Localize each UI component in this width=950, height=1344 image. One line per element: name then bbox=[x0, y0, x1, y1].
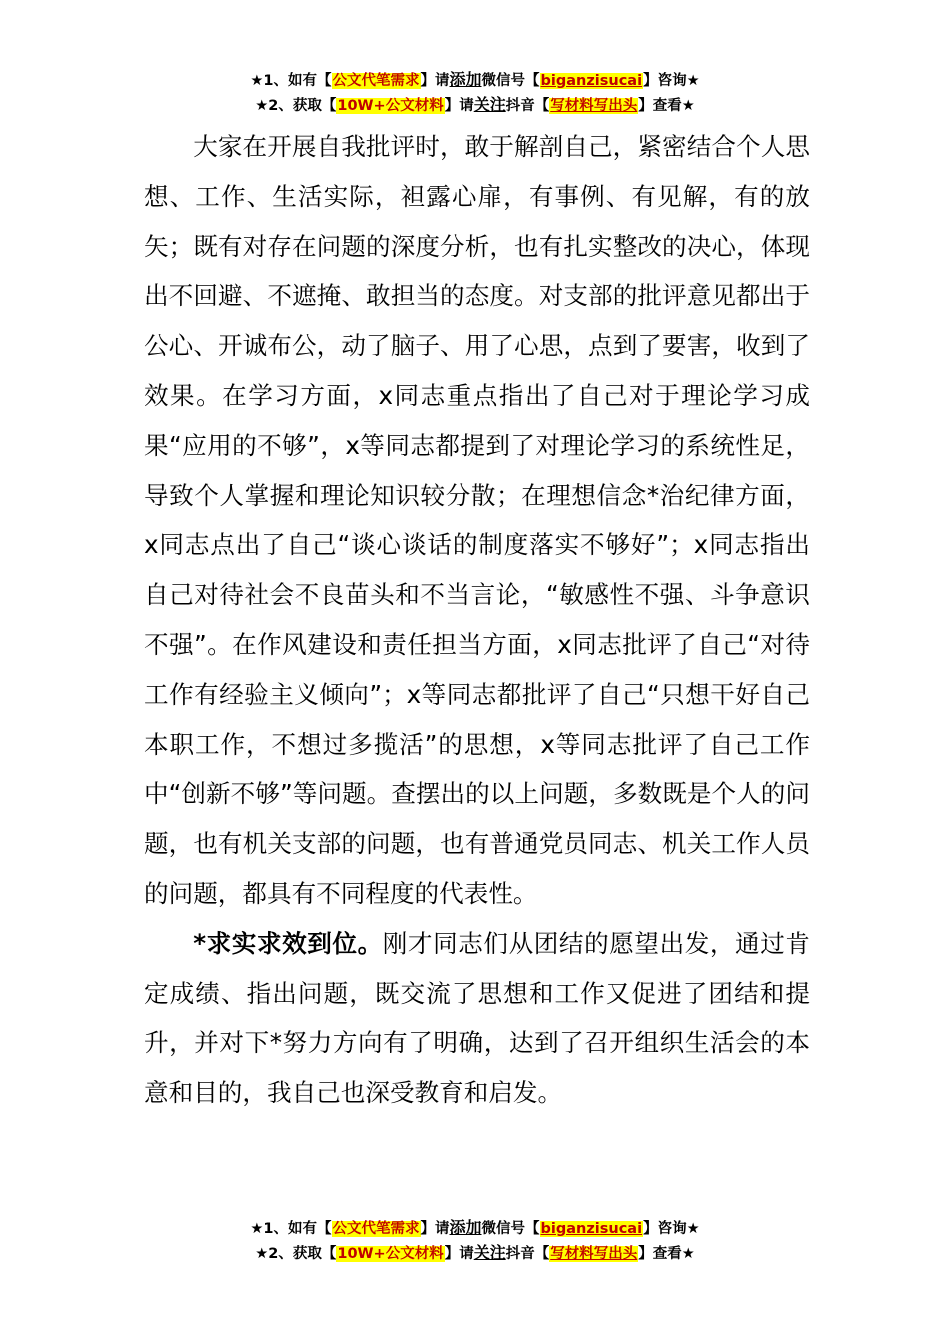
douyin-id-link[interactable]: 写材料写出头 bbox=[550, 1246, 638, 1262]
banner-line2-prefix: ★2、获取【 bbox=[255, 1246, 337, 1262]
paragraph-results-text: 刚才同志们从团结的愿望出发，通过肯定成绩、指出问题，既交流了思想和工作又促进了团结和提升，并对下*努力方向有了明确，达到了召开组织生活会的本意和目的，我自己也深受教育和启发。 bbox=[144, 928, 810, 1108]
paragraph-results bbox=[144, 919, 810, 1118]
wechat-id-link[interactable]: biganzisucai bbox=[540, 1221, 643, 1237]
wechat-id-link[interactable]: biganzisucai bbox=[540, 73, 643, 89]
service-highlight: 公文代笔需求 bbox=[332, 73, 420, 89]
service-highlight: 公文代笔需求 bbox=[332, 1221, 420, 1237]
banner-text: 】请 bbox=[420, 73, 450, 89]
add-emphasis: 添加 bbox=[449, 1218, 482, 1237]
offer-highlight: 10W+公文材料 bbox=[337, 98, 444, 114]
banner-line-2 bbox=[0, 1241, 950, 1266]
banner-line-1 bbox=[0, 1216, 950, 1241]
banner-text: 】查看★ bbox=[638, 1246, 695, 1262]
offer-highlight: 10W+公文材料 bbox=[337, 1246, 444, 1262]
banner-text: 】咨询★ bbox=[643, 1221, 700, 1237]
banner-text: 抖音【 bbox=[505, 1246, 550, 1262]
banner-text: 抖音【 bbox=[505, 98, 550, 114]
banner-text: 】查看★ bbox=[638, 98, 695, 114]
follow-emphasis: 关注 bbox=[473, 1243, 506, 1262]
banner-line1-prefix: ★1、如有【 bbox=[250, 73, 332, 89]
douyin-id-link[interactable]: 写材料写出头 bbox=[550, 98, 638, 114]
banner-text: 微信号【 bbox=[481, 1221, 540, 1237]
follow-emphasis: 关注 bbox=[473, 95, 506, 114]
paragraph-self-criticism: 大家在开展自我批评时，敢于解剖自己，紧密结合个人思想、工作、生活实际，袒露心扉，有事例、有见解，有的放矢；既有对存在问题的深度分析，也有扎实整改的决心，体现出不回避、不遮掩、敢担当的态度。对支部的批评意见都出于公心、开诚布公，动了脑子、用了心思，点到了要害，收到了效果。在学习方面，x同志重点指出了自己对于理论学习成果“应用的不够”，x等同志都提到了对理论学习的系统性足，导致个人掌握和理论知识较分散；在理想信念*治纪律方面，x同志点出了自己“谈心谈话的制度落实不够好”；x同志指出自己对待社会不良苗头和不当言论，“敏感性不强、斗争意识不强”。在作风建设和责任担当方面，x同志批评了自己“对待工作有经验主义倾向”；x等同志都批评了自己“只想干好自己本职工作，不想过多揽活”的思想，x等同志批评了自己工作中“创新不够”等问题。查摆出的以上问题，多数既是个人的问题，也有机关支部的问题，也有普通党员同志、机关工作人员的问题，都具有不同程度的代表性。 bbox=[144, 132, 810, 908]
banner-line-2 bbox=[0, 93, 950, 118]
banner-text: 】请 bbox=[444, 1246, 474, 1262]
banner-text: 】请 bbox=[444, 98, 474, 114]
banner-text: 】咨询★ bbox=[643, 73, 700, 89]
banner-text: 】请 bbox=[420, 1221, 450, 1237]
banner-line1-prefix: ★1、如有【 bbox=[250, 1221, 332, 1237]
document-body bbox=[144, 122, 810, 1118]
add-emphasis: 添加 bbox=[449, 70, 482, 89]
banner-text: 微信号【 bbox=[481, 73, 540, 89]
paragraph-lead-heading: *求实求效到位。 bbox=[193, 928, 383, 958]
banner-line-1 bbox=[0, 68, 950, 93]
header-banner bbox=[0, 68, 950, 118]
footer-banner bbox=[0, 1216, 950, 1266]
banner-line2-prefix: ★2、获取【 bbox=[255, 98, 337, 114]
